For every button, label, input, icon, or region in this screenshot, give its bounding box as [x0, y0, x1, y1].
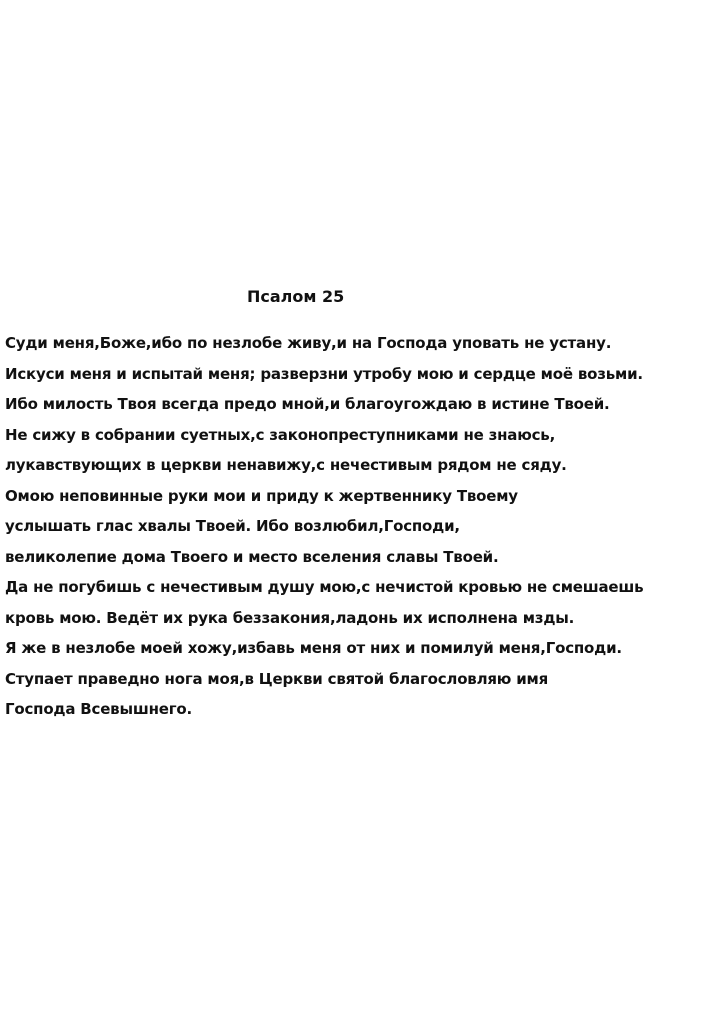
text-line: кровь мою. Ведёт их рука беззакония,ладонь их исполнена мзды.	[5, 608, 575, 627]
text-line: услышать глас хвалы Твоей. Ибо возлюбил,Господи,	[5, 517, 460, 535]
text-line: Господа Всевышнего.	[5, 700, 192, 718]
text-line: Ступает праведно нога моя,в Церкви святой благословляю имя	[5, 669, 549, 688]
text-line: Суди меня,Боже,ибо по незлобе живу,и на Господа уповать не устану.	[5, 334, 612, 352]
psalm-text	[5, 328, 643, 725]
text-line: Омою неповинные руки мои и приду к жертвеннику Твоему	[5, 486, 518, 505]
text-line: Да не погубишь с нечестивым душу мою,с нечистой кровью не смешаешь	[5, 578, 644, 596]
text-line: Не сижу в собрании суетных,с законопреступниками не знаюсь,	[5, 425, 556, 444]
text-line: Искуси меня и испытай меня; разверзни утробу мою и сердце моё возьми.	[5, 364, 643, 383]
psalm-title: Псалом 25	[247, 287, 345, 306]
text-line: Ибо милость Твоя всегда предо мной,и благоугождаю в истине Твоей.	[5, 395, 610, 413]
text-line: великолепие дома Твоего и место вселения славы Твоей.	[5, 547, 499, 566]
text-line: лукавствующих в церкви ненавижу,с нечестивым рядом не сяду.	[5, 456, 567, 474]
text-line: Я же в незлобе моей хожу,избавь меня от них и помилуй меня,Господи.	[5, 639, 622, 657]
